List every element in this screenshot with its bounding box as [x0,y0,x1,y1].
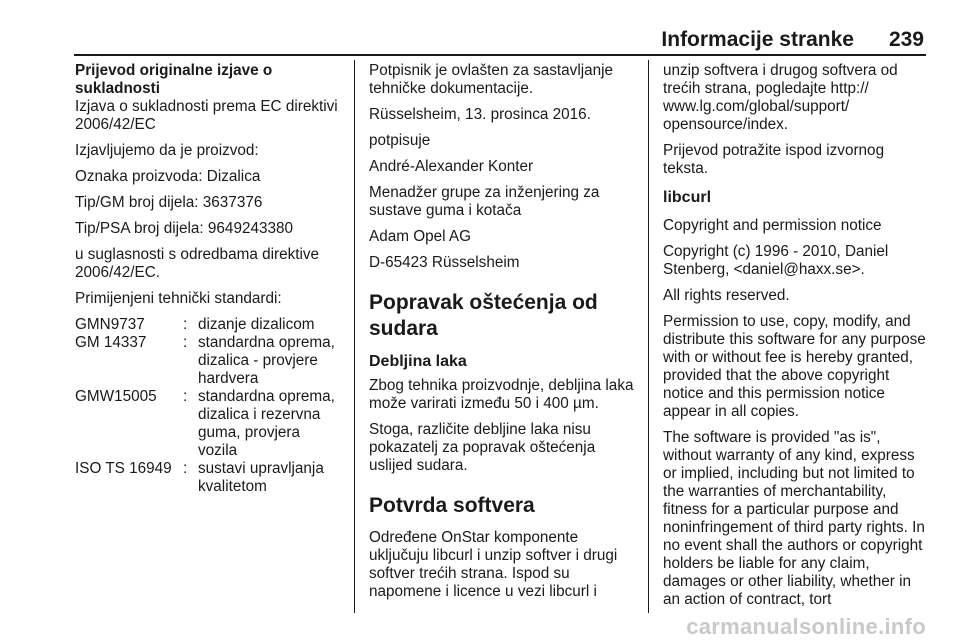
paragraph: Prijevod potražite ispod izvornog teksta. [663,142,885,177]
column-divider-1 [354,60,355,613]
page-number: 239 [888,28,924,51]
paragraph: Primijenjeni tehnički standardi: [75,290,282,307]
paragraph: Izjava o sukladnosti prema EC direktivi 2006/42/EC [75,98,338,133]
paragraph: Potpisnik je ovlašten za sastavljanje tehničke dokumentacije. [369,62,614,97]
paragraph: Tip/GM broj dijela: 3637376 [75,194,263,211]
section-heading-declaration: Prijevod originalne izjave o sukladnosti [75,62,273,97]
header-divider [74,54,926,56]
column-divider-2 [648,60,649,613]
paragraph: potpisuje [369,132,431,149]
paragraph: D-65423 Rüsselsheim [369,254,520,271]
paragraph: Permission to use, copy, modify, and distribute this software for any purpose with or without fee is hereby granted, provided that the above copyright notice and this permission notice appear in all copies. [663,313,926,420]
paragraph: The software is provided "as is", without warranty of any kind, express or implied, including but not limited to the warranties of merchantability, fitness for a particular purpose and noninfringement of third party rights. In no event shall the authors or copyright holders be liable for any claim, damages or other liability, whether in an action of contract, tort [663,429,925,608]
column-middle [369,62,634,609]
section-title-collision-repair: Popravak oštećenja od sudara [369,291,598,340]
paragraph: u suglasnosti s odredbama direktive 2006/42/EC. [75,246,320,281]
paragraph: Zbog tehnika proizvodnje, debljina laka može varirati između 50 i 400 µm. [369,377,634,412]
paragraph: Copyright and permission notice [663,217,882,234]
paragraph: Tip/PSA broj dijela: 9649243380 [75,220,293,237]
paragraph: Menadžer grupe za inženjering za sustave guma i kotača [369,184,600,219]
table-row [75,316,340,334]
standards-table [75,316,340,496]
subsection-title-paint-thickness: Debljina laka [369,353,467,370]
paragraph: All rights reserved. [663,287,790,304]
paragraph: Izjavljujemo da je proizvod: [75,142,259,159]
section-title-software-acknowledgement: Potvrda softvera [369,494,535,517]
standard-description: standardna oprema, dizalica - provjere hardvera [198,334,335,387]
paragraph: Copyright (c) 1996 - 2010, Daniel Stenberg, <daniel@haxx.se>. [663,243,889,278]
standard-separator: : [183,460,188,477]
paragraph: Određene OnStar komponente uključuju libcurl i unzip softver i drugi softver trećih strana. Ispod su napomene i licence u vezi libcurl i [369,529,618,600]
standard-code: GM 14337 [75,334,147,351]
column-right [663,62,931,617]
standard-code: GMW15005 [75,388,157,405]
paragraph: Stoga, različite debljine laka nisu pokazatelj za popravak oštećenja uslijed sudara. [369,421,596,474]
standard-description: sustavi upravljanja kvalitetom [198,460,324,495]
table-row [75,460,340,496]
standard-description: standardna oprema, dizalica i rezervna guma, provjera vozila [198,388,335,459]
column-left [75,62,340,496]
paragraph: Adam Opel AG [369,228,472,245]
standard-separator: : [183,388,188,405]
paragraph: André-Alexander Konter [369,158,534,175]
table-row [75,334,340,388]
table-row [75,388,340,460]
paragraph: Rüsselsheim, 13. prosinca 2016. [369,106,591,123]
paragraph: unzip softvera i drugog softvera od trećih strana, pogledajte http:// www.lg.com/global/support/ opensource/index. [663,62,898,133]
standard-separator: : [183,316,188,333]
standard-code: GMN9737 [75,316,145,333]
paragraph: Oznaka proizvoda: Dizalica [75,168,261,185]
standard-separator: : [183,334,188,351]
subsection-title-libcurl: libcurl [663,189,712,206]
header-title: Informacije stranke [661,28,854,51]
standard-description: dizanje dizalicom [198,316,315,333]
standard-code: ISO TS 16949 [75,460,172,477]
watermark-text: carmanualsonline.info [686,614,926,639]
